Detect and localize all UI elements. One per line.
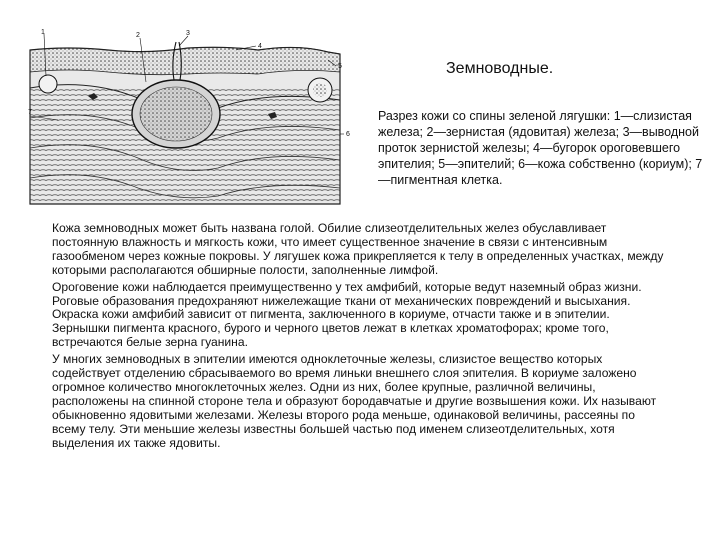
paragraph: У многих земноводных в эпителии имеются одноклеточные железы, слизистое вещество которых содействует отделению сбрасываемого во время линьки внешнего слоя эпителия. В кориуме заложено огромное количество многоклеточных желез. Одни из них, более крупные, различной величины, расположены на спинной стороне тела и образуют бородавчатые и другие возвышения кожи. Их называют обыкновенно ядовитыми железами. Железы второго рода меньше, одинаковой величины, рассеяны по всему телу. Эти меньшие железы известны большей частью под именем слизеотделительных, хотя выделения их также ядовиты. <box>52 352 657 450</box>
figure-label-5: 5 <box>338 63 342 70</box>
figure-label-6: 6 <box>346 131 350 138</box>
figure-caption: Разрез кожи со спины зеленой лягушки: 1—слизистая железа; 2—зернистая (ядовитая) железа; 3—выводной проток зернистой железы; 4—бугорок ороговевшего эпителия; 5—эпителий; 6—кожа собственно (кориум); 7—пигментная клетка. <box>378 109 703 187</box>
figure-label-3: 3 <box>186 30 190 37</box>
skin-section-figure <box>28 28 370 206</box>
figure-label-1: 1 <box>41 29 45 36</box>
figure-label-2: 2 <box>136 32 140 39</box>
page-title: Земноводные. <box>446 60 554 77</box>
skin-section-illustration-icon <box>28 28 370 206</box>
figure-label-7: 7 <box>28 109 32 116</box>
paragraph: Кожа земноводных может быть названа голой. Обилие слизеотделительных желез обуславливает постоянную влажность и мягкость кожи, что имеет существенное значение в связи с интенсивным газообменом через кожные покровы. У лягушек кожа прикрепляется к телу в определенных участках, между которыми располагаются обширные полости, заполненные лимфой. <box>52 221 664 277</box>
paragraph: Ороговение кожи наблюдается преимущественно у тех амфибий, которые ведут наземный образ жизни. Роговые образования предохраняют нижележащие ткани от механических повреждений и высыхания. Окраска кожи амфибий зависит от пигмента, заключенного в кориуме, отчасти также и в эпителии. Зернышки пигмента красного, бурого и черного цветов лежат в клетках хроматофорах; кроме того, встречаются белые зерна гуанина. <box>52 279 642 350</box>
body-text <box>52 222 664 451</box>
figure-label-4: 4 <box>258 43 262 50</box>
